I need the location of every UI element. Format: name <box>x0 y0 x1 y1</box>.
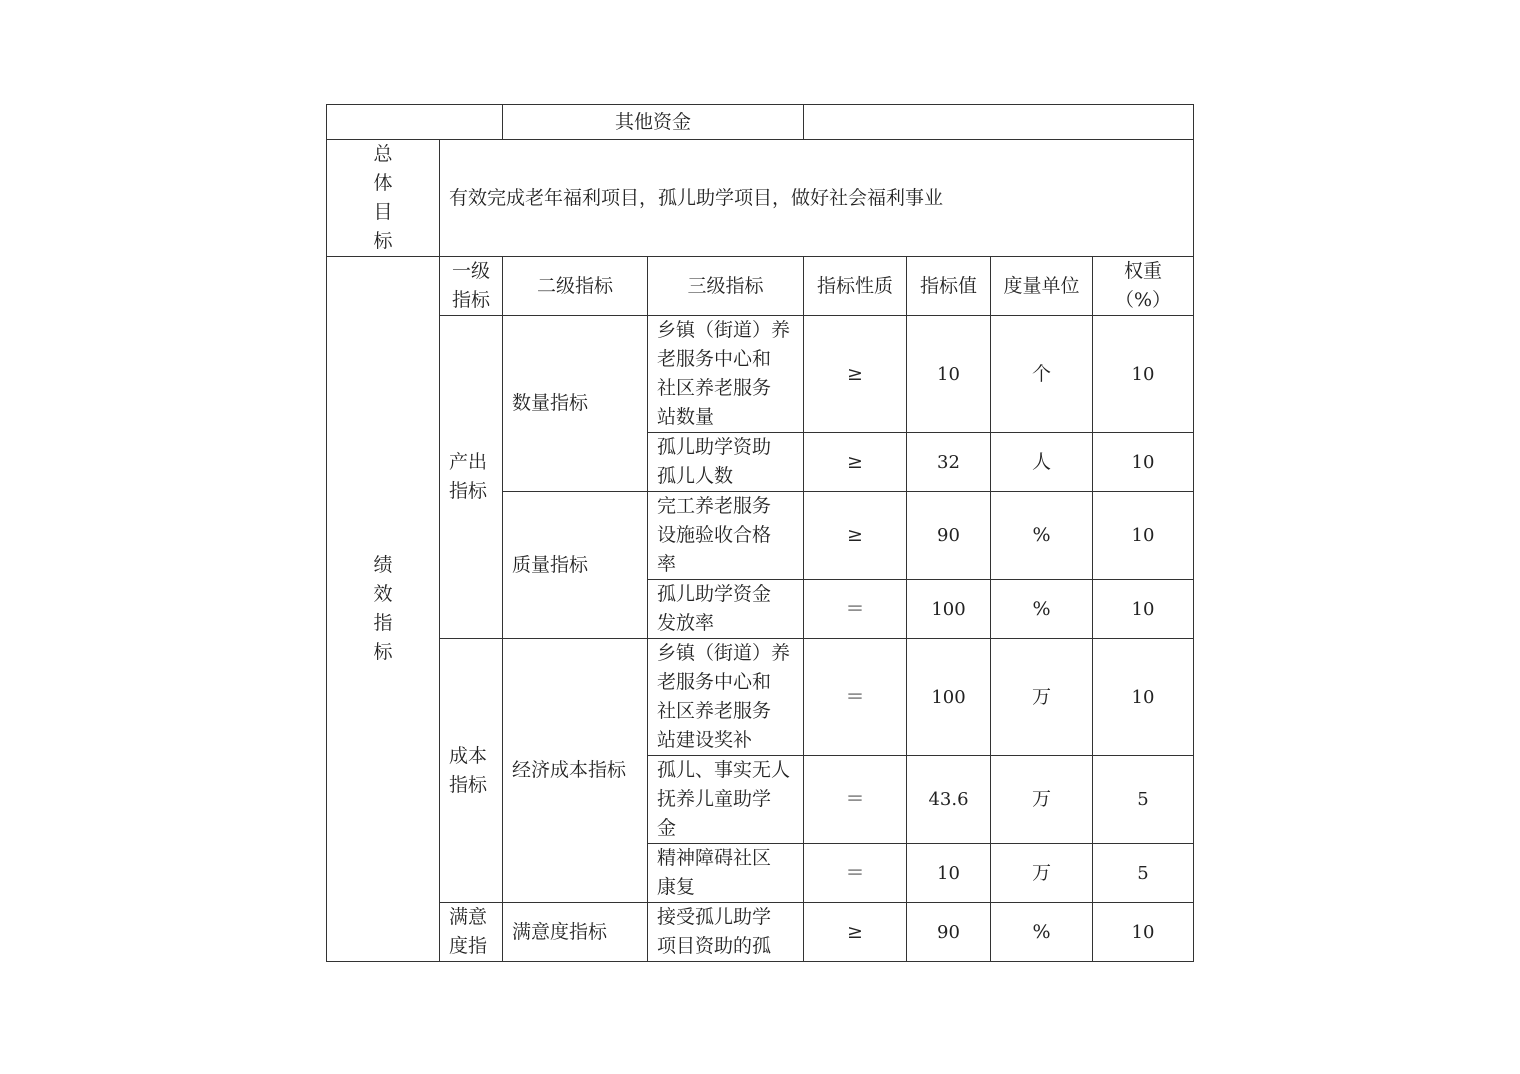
value-cell: 100 <box>907 639 991 756</box>
level3-cell: 乡镇（街道）养 老服务中心和 社区养老服务 站建设奖补 <box>648 639 804 756</box>
weight-cell: 10 <box>1093 433 1194 492</box>
nature-cell: ＝ <box>804 580 907 639</box>
indicators-label-char: 效 <box>373 583 393 605</box>
table-row <box>327 316 1194 433</box>
level1-cell: 满意 度指 <box>440 903 503 962</box>
unit-cell: 个 <box>991 316 1093 433</box>
nature-cell: ＝ <box>804 756 907 844</box>
nature-cell: ≥ <box>804 492 907 580</box>
nature-cell: ≥ <box>804 903 907 962</box>
header-unit: 度量单位 <box>991 257 1093 316</box>
level3-cell: 接受孤儿助学 项目资助的孤 <box>648 903 804 962</box>
value-cell: 10 <box>907 844 991 903</box>
indicators-label <box>327 257 440 962</box>
header-row <box>327 257 1194 316</box>
weight-cell: 10 <box>1093 492 1194 580</box>
funding-blank-cell <box>327 105 503 140</box>
value-cell: 90 <box>907 492 991 580</box>
header-level3: 三级指标 <box>648 257 804 316</box>
goal-text: 有效完成老年福利项目，孤儿助学项目，做好社会福利事业 <box>440 140 1194 257</box>
value-cell: 10 <box>907 316 991 433</box>
indicators-label-char: 绩 <box>373 554 393 576</box>
weight-cell: 10 <box>1093 580 1194 639</box>
value-cell: 90 <box>907 903 991 962</box>
weight-cell: 10 <box>1093 639 1194 756</box>
unit-cell: % <box>991 492 1093 580</box>
goal-label-char: 总 <box>373 143 393 165</box>
table-row <box>327 639 1194 756</box>
header-level2: 二级指标 <box>503 257 648 316</box>
level2-cell: 质量指标 <box>503 492 648 639</box>
nature-cell: ≥ <box>804 433 907 492</box>
level3-cell: 孤儿、事实无人 抚养儿童助学 金 <box>648 756 804 844</box>
unit-cell: % <box>991 580 1093 639</box>
header-level1: 一级 指标 <box>440 257 503 316</box>
level3-cell: 完工养老服务 设施验收合格 率 <box>648 492 804 580</box>
weight-cell: 10 <box>1093 316 1194 433</box>
goal-label <box>327 140 440 257</box>
unit-cell: 万 <box>991 844 1093 903</box>
goal-row <box>327 140 1194 257</box>
nature-cell: ＝ <box>804 639 907 756</box>
level3-cell: 乡镇（街道）养 老服务中心和 社区养老服务 站数量 <box>648 316 804 433</box>
level2-cell: 数量指标 <box>503 316 648 492</box>
level2-cell: 满意度指标 <box>503 903 648 962</box>
unit-cell: 万 <box>991 756 1093 844</box>
level1-cell: 成本 指标 <box>440 639 503 903</box>
level3-cell: 孤儿助学资金 发放率 <box>648 580 804 639</box>
value-cell: 43.6 <box>907 756 991 844</box>
unit-cell: 万 <box>991 639 1093 756</box>
weight-cell: 5 <box>1093 844 1194 903</box>
header-weight: 权重（%） <box>1093 257 1194 316</box>
nature-cell: ＝ <box>804 844 907 903</box>
goal-label-char: 目 <box>373 201 393 223</box>
funding-label: 其他资金 <box>503 105 804 140</box>
nature-cell: ≥ <box>804 316 907 433</box>
header-nature: 指标性质 <box>804 257 907 316</box>
funding-row <box>327 105 1194 140</box>
weight-cell: 5 <box>1093 756 1194 844</box>
funding-value-cell <box>804 105 1194 140</box>
table-row <box>327 903 1194 962</box>
level3-cell: 精神障碍社区 康复 <box>648 844 804 903</box>
level2-cell: 经济成本指标 <box>503 639 648 903</box>
level3-cell: 孤儿助学资助 孤儿人数 <box>648 433 804 492</box>
unit-cell: 人 <box>991 433 1093 492</box>
goal-label-char: 体 <box>373 172 393 194</box>
level1-cell: 产出 指标 <box>440 316 503 639</box>
weight-cell: 10 <box>1093 903 1194 962</box>
performance-target-table <box>326 104 1194 962</box>
header-value: 指标值 <box>907 257 991 316</box>
value-cell: 32 <box>907 433 991 492</box>
indicators-label-char: 指 <box>373 612 393 634</box>
indicators-label-char: 标 <box>373 641 393 663</box>
unit-cell: % <box>991 903 1093 962</box>
goal-label-char: 标 <box>373 230 393 252</box>
value-cell: 100 <box>907 580 991 639</box>
